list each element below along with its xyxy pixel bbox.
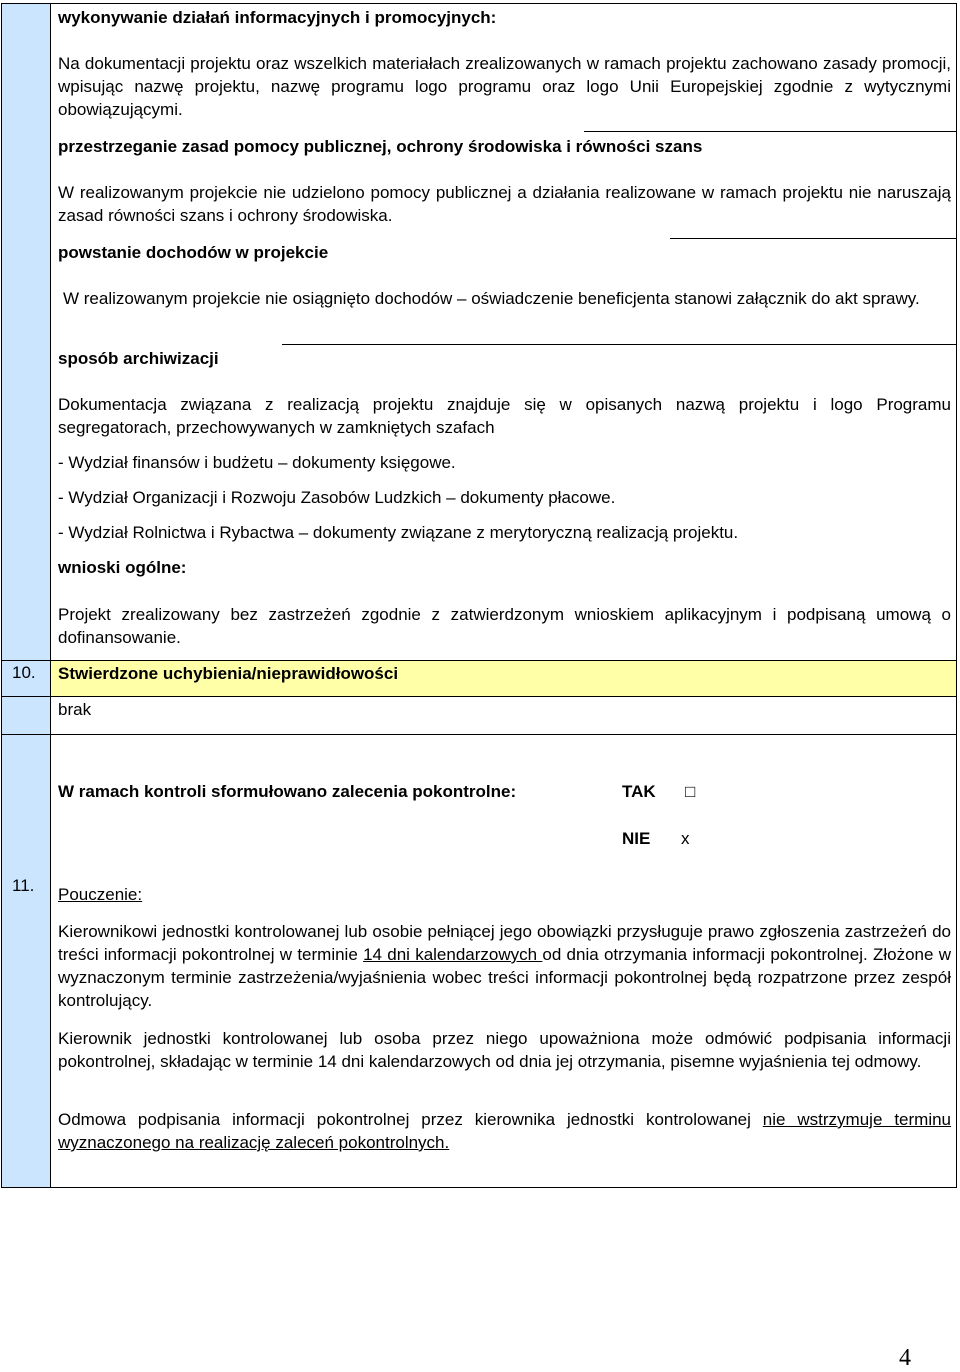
section-archiwizacja-body: Dokumentacja związana z realizacją projektu znajduje się w opisanych nazwą projektu i logo Programu segregatorach, przechowywanych w zamkniętych szafach — [58, 395, 951, 437]
divider-row11-top — [1, 734, 957, 735]
section-pomoc-body: W realizowanym projekcie nie udzielono pomocy publicznej a działania realizowane w ramach projektu nie naruszają zasad równości szans i ochrony środowiska. — [58, 183, 951, 225]
section-pomoc-heading: przestrzeganie zasad pomocy publicznej, ochrony środowiska i równości szans — [58, 137, 703, 156]
p1-text-after: od dnia otrzymania informacji pokontrolnej. Złożone w wyznaczonym terminie zastrzeżenia/wyjaśnienia wobec treści informacji pokontrolnej będą rozpatrzone przez zespół kontrolujący. — [58, 945, 951, 1010]
pouczenie-heading: Pouczenie: — [58, 885, 143, 904]
p3-emphasis: nie wstrzymuje terminu wyznaczonego na realizację zaleceń pokontrolnych. — [58, 1110, 952, 1152]
pouczenie-paragraph-3 — [58, 1108, 951, 1154]
row10-value: brak — [58, 700, 92, 719]
divider-row10-top — [1, 660, 957, 661]
zalecenia-label: W ramach kontroli sformułowano zalecenia pokontrolne: — [58, 782, 517, 801]
section-info-heading: wykonywanie działań informacyjnych i promocyjnych: — [58, 8, 497, 27]
p3-text-before: Odmowa podpisania informacji pokontrolnej przez kierownika jednostki kontrolowanej — [58, 1110, 763, 1129]
divider-row10-bottom — [1, 696, 957, 697]
row10-heading: Stwierdzone uchybienia/nieprawidłowości — [58, 664, 399, 683]
section-archiwizacja-heading: sposób archiwizacji — [58, 349, 219, 368]
row10-number: 10. — [12, 663, 36, 682]
pouczenie-paragraph-2: Kierownik jednostki kontrolowanej lub osoba przez niego upoważniona może odmówić podpisania informacji pokontrolnej, składając w terminie 14 dni kalendarzowych od dnia jej otrzymania, pisemne wyjaśnienia tej odmowy. — [58, 1029, 951, 1071]
column-divider — [50, 3, 51, 1188]
p1-deadline: 14 dni kalendarzowych — [363, 945, 543, 964]
section-dochody-heading: powstanie dochodów w projekcie — [58, 243, 329, 262]
page-number: 4 — [899, 1345, 911, 1371]
archiwizacja-item: - Wydział Organizacji i Rozwoju Zasobów Ludzkich – dokumenty płacowe. — [58, 488, 616, 507]
section-wnioski-body: Projekt zrealizowany bez zastrzeżeń zgodnie z zatwierdzonym wnioskiem aplikacyjnym i podpisaną umową o dofinansowanie. — [58, 605, 951, 647]
pouczenie-paragraph-1 — [58, 920, 951, 1012]
divider-pomoc — [584, 131, 957, 132]
nie-checkbox[interactable]: x — [681, 829, 690, 848]
tak-checkbox[interactable]: □ — [685, 782, 696, 801]
section-info-body: Na dokumentacji projektu oraz wszelkich materiałach zrealizowanych w ramach projektu zachowano zasady promocji, wpisując nazwę projektu, nazwę programu logo programu oraz logo Unii Europejskiej zgodnie z wytycznymi obowiązującymi. — [58, 54, 951, 119]
archiwizacja-item: - Wydział Rolnictwa i Rybactwa – dokumenty związane z merytoryczną realizacją projektu. — [58, 523, 739, 542]
archiwizacja-item: - Wydział finansów i budżetu – dokumenty księgowe. — [58, 453, 456, 472]
p1-text-before: Kierownikowi jednostki kontrolowanej lub osobie pełniącej jego obowiązki przysługuje prawo zgłoszenia zastrzeżeń do treści informacji pokontrolnej w terminie — [58, 922, 951, 964]
divider-dochody — [670, 238, 957, 239]
nie-label: NIE — [622, 829, 651, 848]
section-wnioski-heading: wnioski ogólne: — [58, 558, 187, 577]
row11-number: 11. — [12, 876, 35, 895]
tak-label: TAK — [622, 782, 656, 801]
section-dochody-body: W realizowanym projekcie nie osiągnięto dochodów – oświadczenie beneficjenta stanowi załącznik do akt sprawy. — [63, 289, 920, 308]
divider-archiwizacja — [282, 344, 957, 345]
